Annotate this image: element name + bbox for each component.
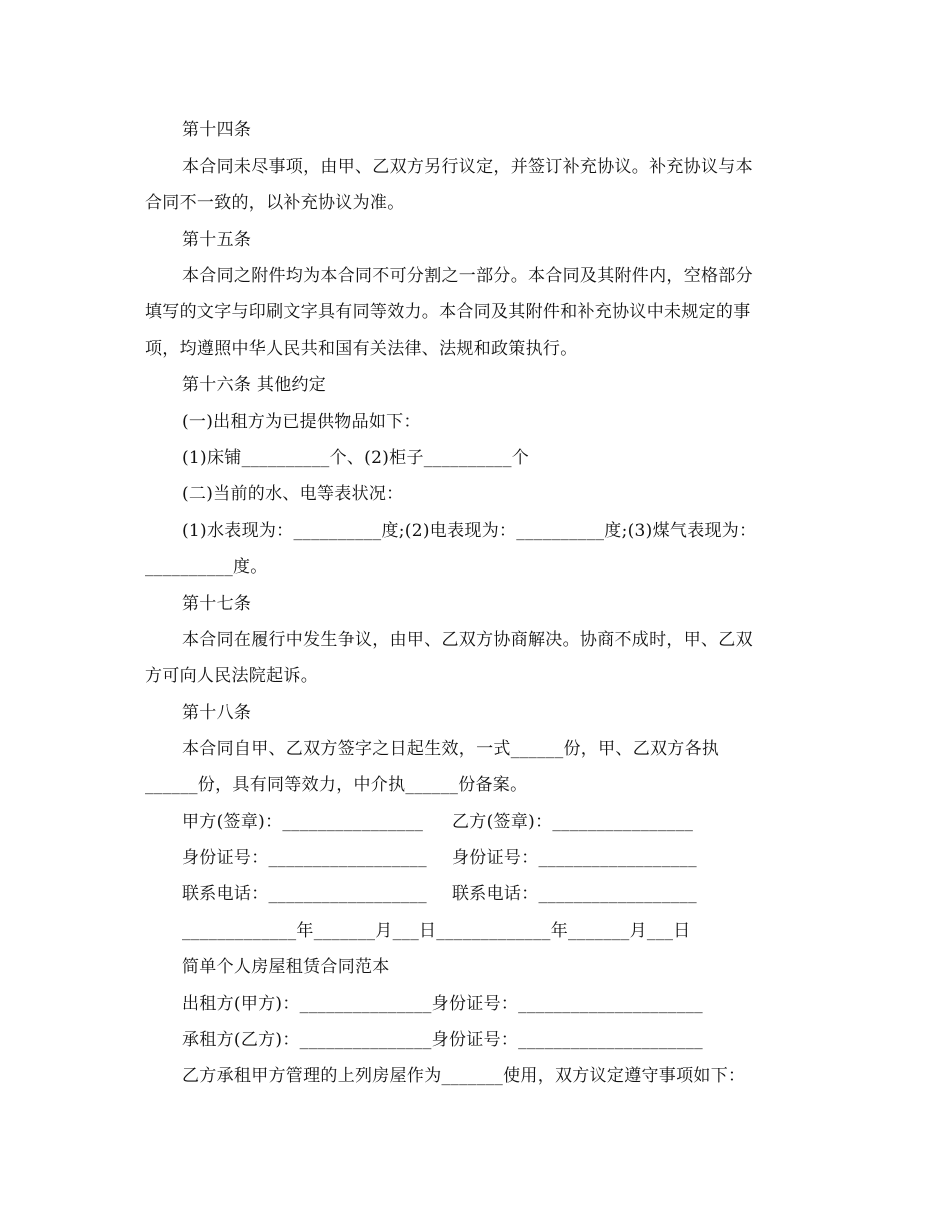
article-14-line: 本合同未尽事项，由甲、乙双方另行议定，并签订补充协议。补充协议与本 bbox=[182, 157, 753, 177]
sample-intro: 乙方承租甲方管理的上列房屋作为_______使用，双方议定遵守事项如下： bbox=[182, 1066, 746, 1086]
article-16-item-2-detail: (1)水表现为：__________度;(2)电表现为：__________度;(3)煤气表现为： bbox=[182, 521, 757, 541]
article-16-item-1-detail: (1)床铺__________个、(2)柜子__________个 bbox=[182, 448, 530, 468]
article-17-heading: 第十七条 bbox=[182, 594, 252, 614]
party-b-id: 身份证号：__________________ bbox=[452, 848, 697, 868]
article-14-line: 合同不一致的，以补充协议为准。 bbox=[145, 193, 405, 213]
article-18-line: 本合同自甲、乙双方签字之日起生效，一式______份，甲、乙双方各执 bbox=[182, 739, 720, 759]
party-a-signature: 甲方(签章)：________________ bbox=[182, 812, 424, 832]
party-b-phone: 联系电话：__________________ bbox=[452, 884, 697, 904]
sample-title: 简单个人房屋租赁合同范本 bbox=[182, 957, 390, 977]
party-a-id: 身份证号：__________________ bbox=[182, 848, 427, 868]
signature-dates: _____________年_______月___日_____________年_______月___日 bbox=[182, 921, 691, 941]
article-15-line: 填写的文字与印刷文字具有同等效力。本合同及其附件和补充协议中未规定的事 bbox=[145, 302, 751, 322]
party-a-phone: 联系电话：__________________ bbox=[182, 884, 427, 904]
article-14-heading: 第十四条 bbox=[182, 120, 252, 140]
article-17-line: 方可向人民法院起诉。 bbox=[145, 666, 318, 686]
article-18-heading: 第十八条 bbox=[182, 703, 252, 723]
article-16-item-2-detail: __________度。 bbox=[145, 557, 268, 577]
party-b-signature: 乙方(签章)：________________ bbox=[452, 812, 694, 832]
article-17-line: 本合同在履行中发生争议，由甲、乙双方协商解决。协商不成时，甲、乙双 bbox=[182, 630, 753, 650]
lessee-line: 承租方(乙方)：_______________身份证号：_____________________ bbox=[182, 1030, 703, 1050]
article-15-heading: 第十五条 bbox=[182, 230, 252, 250]
article-15-line: 本合同之附件均为本合同不可分割之一部分。本合同及其附件内，空格部分 bbox=[182, 266, 753, 286]
article-16-heading: 第十六条 其他约定 bbox=[182, 375, 327, 395]
lessor-line: 出租方(甲方)：_______________身份证号：_____________________ bbox=[182, 994, 703, 1014]
article-18-line: ______份，具有同等效力，中介执______份备案。 bbox=[145, 775, 528, 795]
article-15-line: 项，均遵照中华人民共和国有关法律、法规和政策执行。 bbox=[145, 339, 578, 359]
article-16-item-2: (二)当前的水、电等表状况： bbox=[182, 484, 404, 504]
article-16-item-1: (一)出租方为已提供物品如下： bbox=[182, 412, 421, 432]
